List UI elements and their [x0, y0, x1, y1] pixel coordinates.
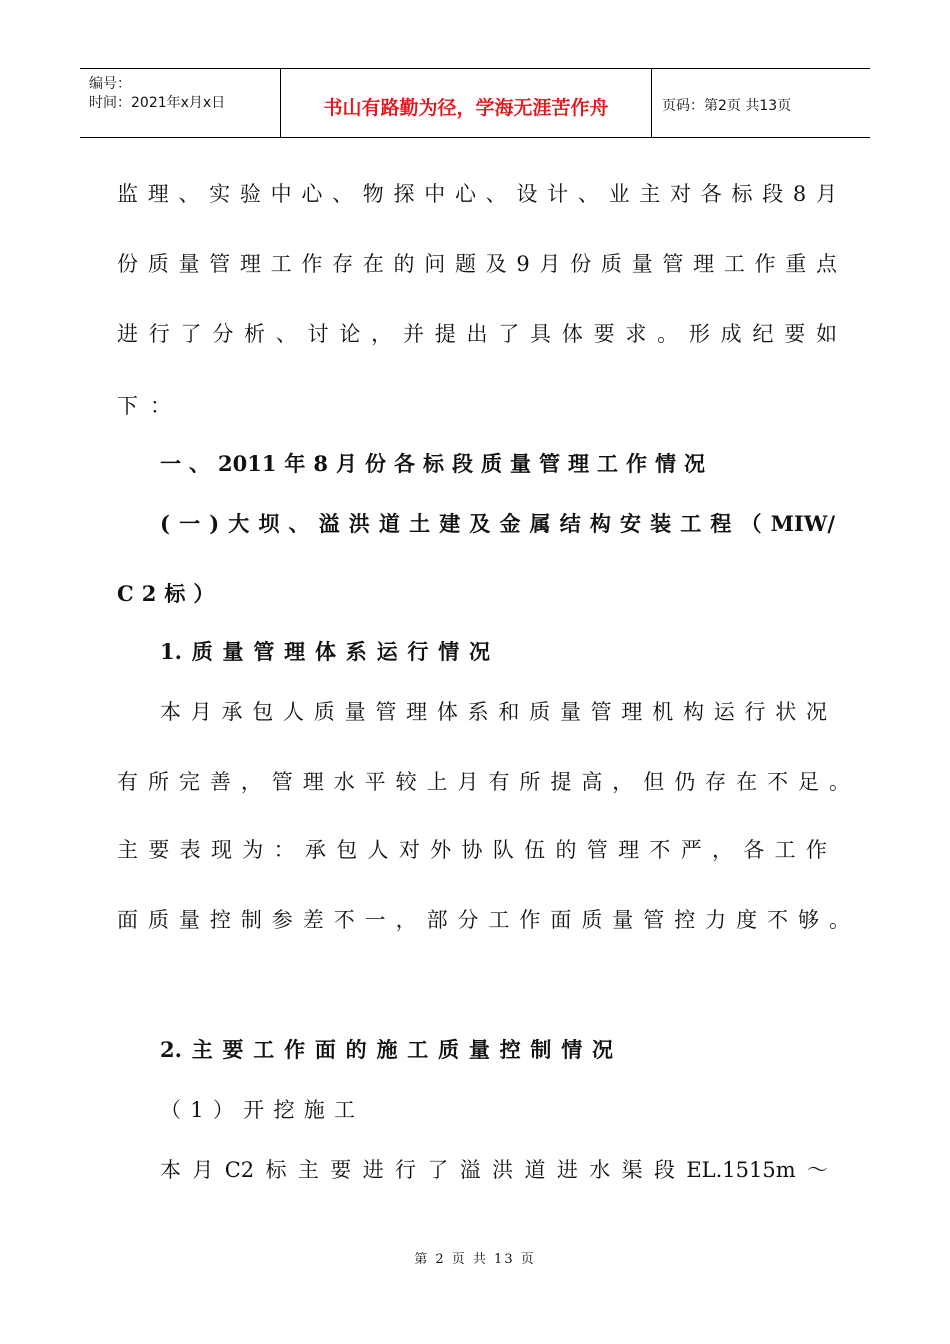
body-line-3: 进行了分析、讨论，并提出了具体要求。形成纪要如	[117, 322, 837, 346]
para2-line-1: 本月C2标主要进行了溢洪道进水渠段EL.1515m～	[160, 1158, 828, 1182]
para1-line-1: 本月承包人质量管理体系和质量管理机构运行状况	[160, 700, 827, 724]
subsection-heading-1a: (一)大坝、溢洪道土建及金属结构安装工程（MIW/	[160, 511, 835, 536]
body-line-4: 下：	[117, 394, 183, 418]
header-motto: 书山有路勤为径，学海无涯苦作舟	[323, 97, 609, 119]
subsection-heading-1b: C2标）	[117, 581, 223, 606]
para1-line-3: 主要表现为：承包人对外协队伍的管理不严，各工作	[117, 838, 827, 862]
body-line-2: 份质量管理工作存在的问题及9月份质量管理工作重点	[117, 252, 837, 276]
page-footer: 第 2 页 共 13 页	[414, 1252, 536, 1267]
para1-line-4: 面质量控制参差不一，部分工作面质量管控力度不够。	[117, 908, 850, 932]
page-header	[80, 68, 870, 138]
doc-time-label: 时间：2021年x月x日	[89, 95, 226, 111]
para1-line-2: 有所完善，管理水平较上月有所提高，但仍存在不足。	[117, 770, 850, 794]
header-page-label: 页码：第2页 共13页	[662, 98, 792, 114]
item-heading-2-1: （1）开挖施工	[160, 1098, 355, 1122]
header-middle-cell	[281, 69, 652, 137]
section-heading-1: 一、2011年8月份各标段质量管理工作情况	[160, 451, 705, 476]
header-right-cell	[652, 69, 870, 137]
item-heading-1: 1.质量管理体系运行情况	[160, 639, 490, 664]
header-left-cell	[80, 69, 281, 137]
item-heading-2: 2.主要工作面的施工质量控制情况	[160, 1037, 613, 1062]
body-line-1: 监理、实验中心、物探中心、设计、业主对各标段8月	[117, 182, 837, 206]
doc-number-label: 编号：	[89, 76, 131, 92]
